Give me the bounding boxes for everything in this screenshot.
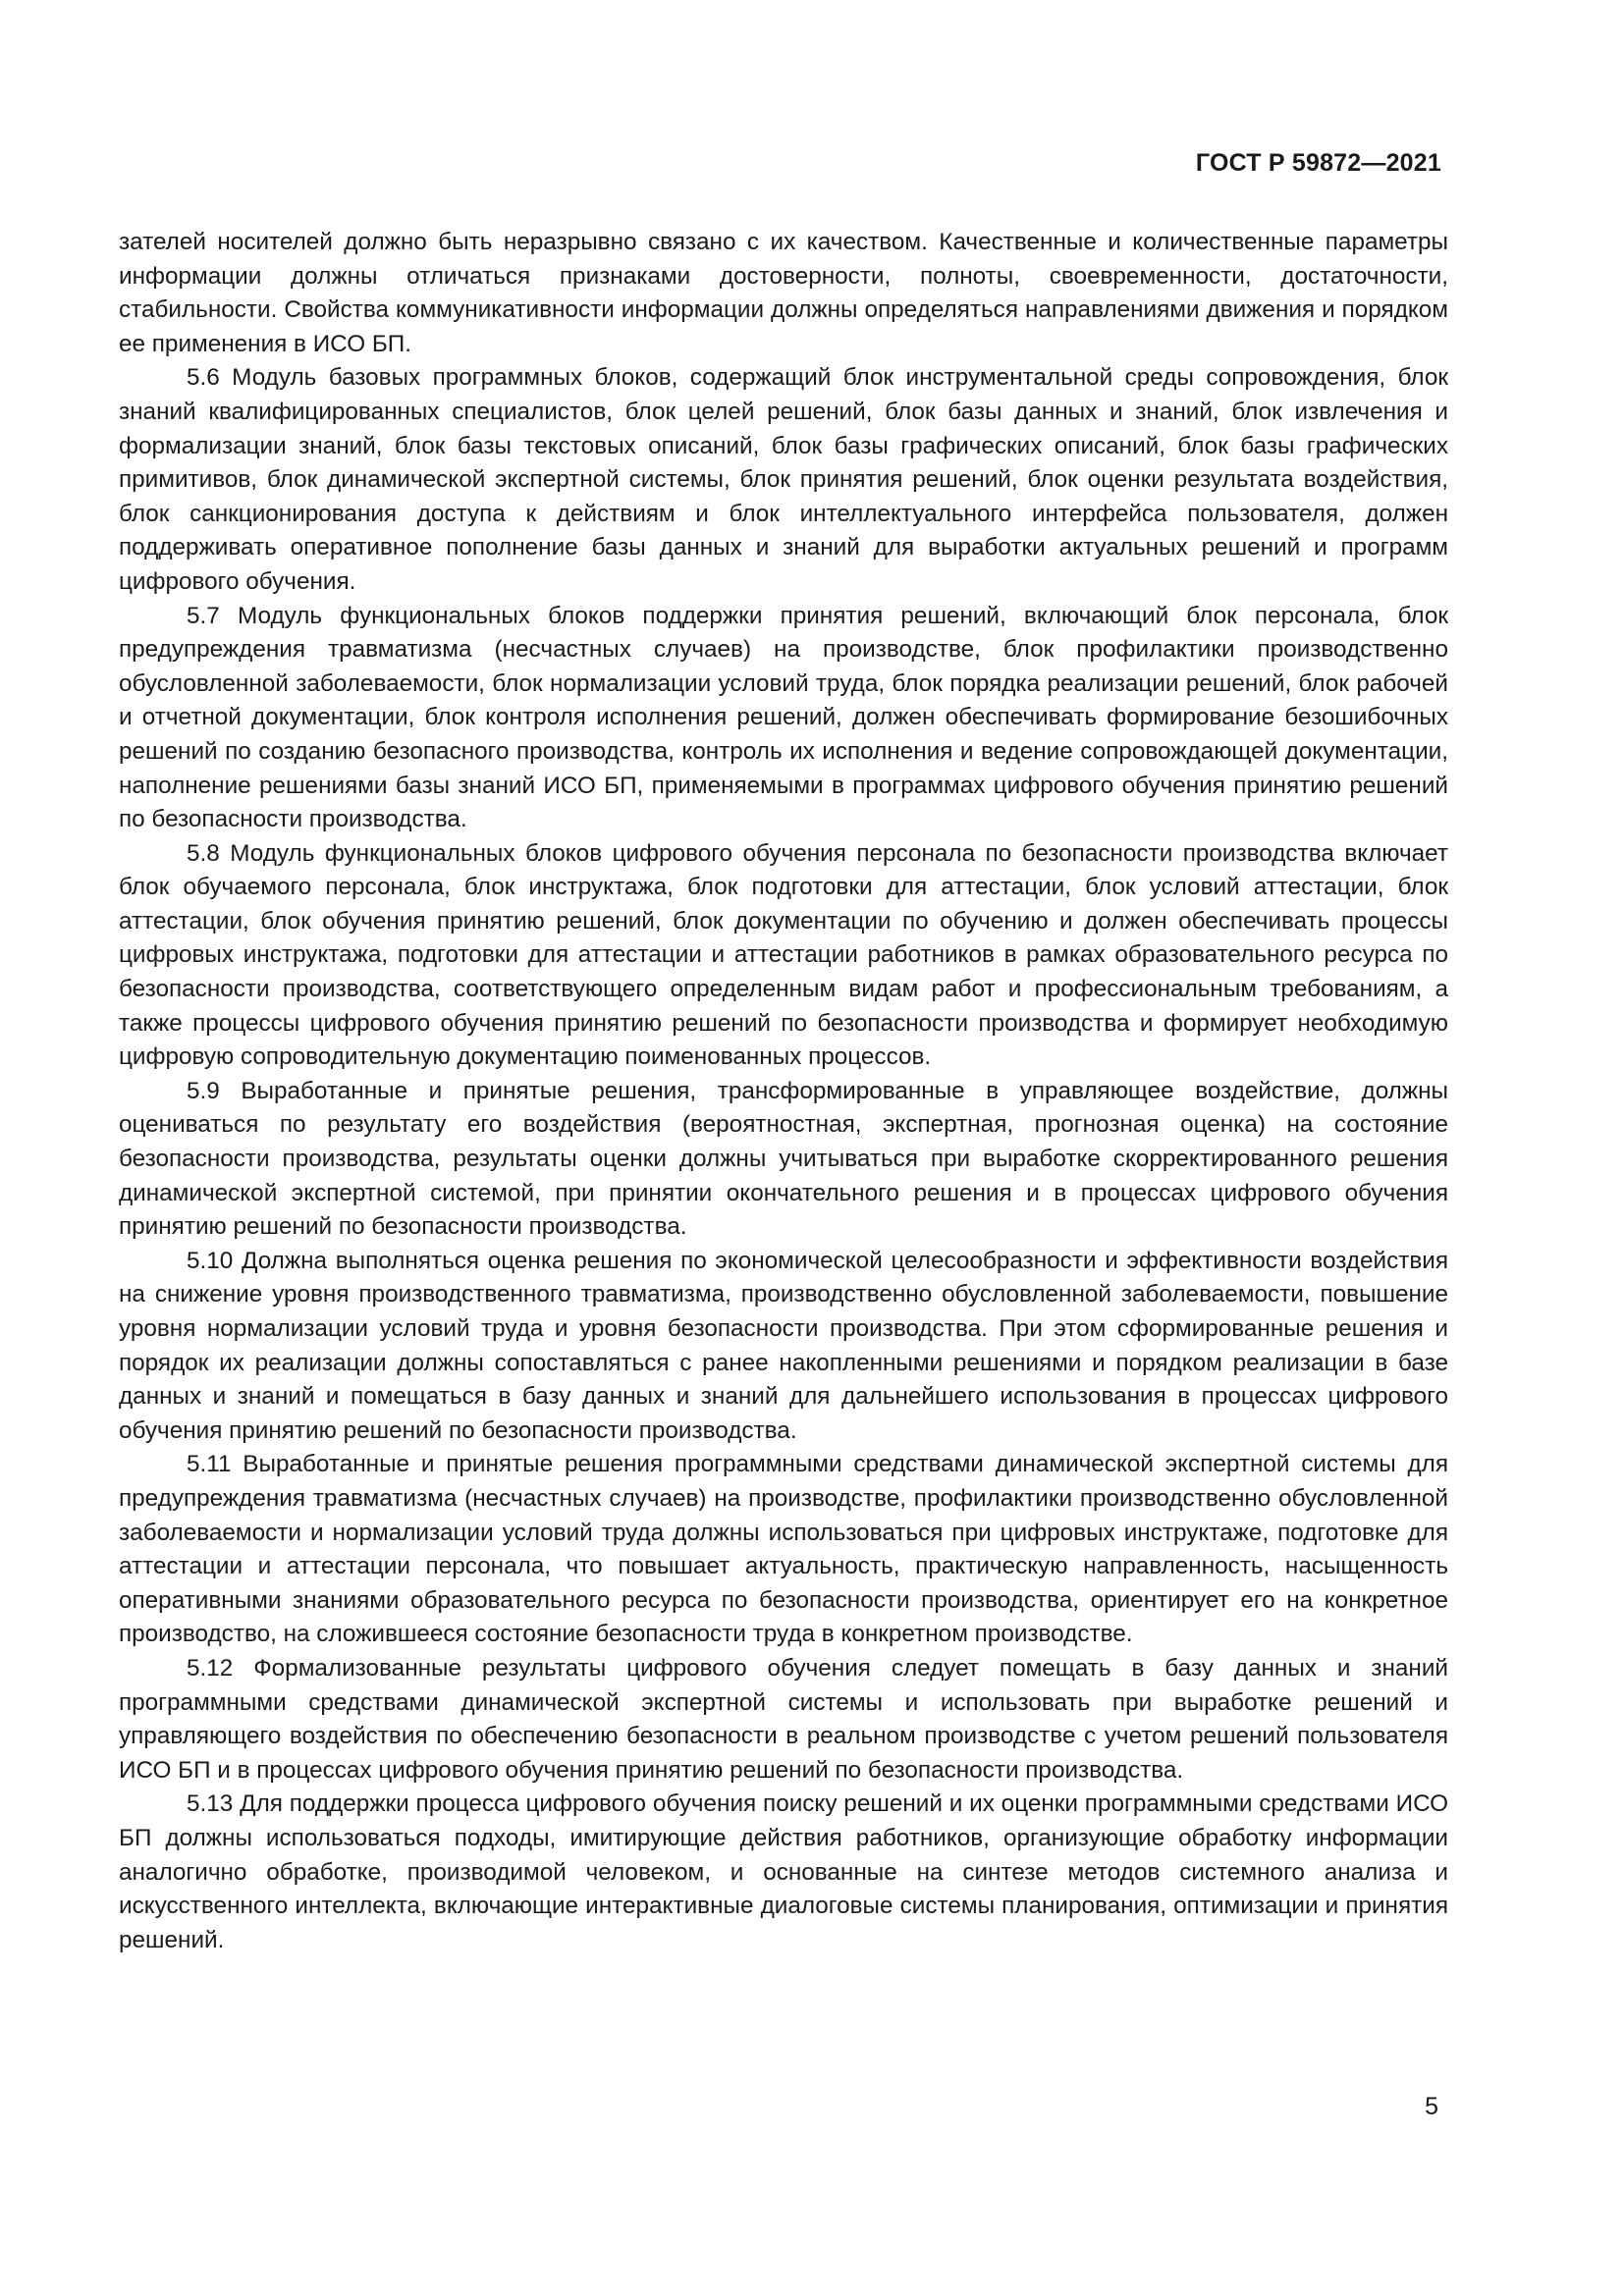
document-id-header: ГОСТ Р 59872—2021: [1195, 149, 1441, 177]
page-number: 5: [1425, 2093, 1438, 2120]
paragraph-5-8: 5.8 Модуль функциональных блоков цифрового обучения персонала по безопасности производства включает блок обучаемого персонала, блок инструктажа, блок подготовки для аттестации, блок условий аттестации, блок аттестации, блок обучения принятию решений, блок документации по обучению и должен обеспечивать процессы цифровых инструктажа, подготовки для аттестации и аттестации работников в рамках образовательного ресурса по безопасности производства, соответствующего определенным видам работ и профессиональным требованиям, а также процессы цифрового обучения принятию решений по безопасности производства и формирует необходимую цифровую сопроводительную документацию поименованных процессов.: [119, 839, 1448, 1071]
paragraph-5-6: 5.6 Модуль базовых программных блоков, содержащий блок инструментальной среды сопровождения, блок знаний квалифицированных специалистов, блок целей решений, блок базы данных и знаний, блок извлечения и формализации знаний, блок базы текстовых описаний, блок базы графических описаний, блок базы графических примитивов, блок динамической экспертной системы, блок принятия решений, блок оценки результата воздействия, блок санкционирования доступа к действиям и блок интеллектуального интерфейса пользователя, должен поддерживать оперативное пополнение базы данных и знаний для выработки актуальных решений и программ цифрового обучения.: [119, 364, 1448, 595]
paragraph-5-12: 5.12 Формализованные результаты цифрового обучения следует помещать в базу данных и знаний программными средствами динамической экспертной системы и использовать при выработке решений и управляющего воздействия по обеспечению безопасности в реальном производстве с учетом решений пользователя ИСО БП и в процессах цифрового обучения принятию решений по безопасности производства.: [119, 1654, 1448, 1784]
document-body: [119, 226, 1448, 1957]
paragraph-5-7: 5.7 Модуль функциональных блоков поддержки принятия решений, включающий блок персонала, блок предупреждения травматизма (несчастных случаев) на производстве, блок профилактики производственно обусловленной заболеваемости, блок нормализации условий труда, блок порядка реализации решений, блок рабочей и отчетной документации, блок контроля исполнения решений, должен обеспечивать формирование безошибочных решений по созданию безопасного производства, контроль их исполнения и ведение сопровождающей документации, наполнение решениями базы знаний ИСО БП, применяемыми в программах цифрового обучения принятию решений по безопасности производства.: [119, 602, 1448, 833]
paragraph-5-11: 5.11 Выработанные и принятые решения программными средствами динамической экспертной системы для предупреждения травматизма (несчастных случаев) на производстве, профилактики производственно обусловленной заболеваемости и нормализации условий труда должны использоваться при цифровых инструктаже, подготовке для аттестации и аттестации персонала, что повышает актуальность, практическую направленность, насыщенность оперативными знаниями образовательного ресурса по безопасности производства, ориентирует его на конкретное производство, на сложившееся состояние безопасности труда в конкретном производстве.: [119, 1451, 1448, 1648]
paragraph-continuation: зателей носителей должно быть неразрывно связано с их качеством. Качественные и количественные параметры информации должны отличаться признаками достоверности, полноты, своевременности, достаточности, стабильности. Свойства коммуникативности информации должны определяться направлениями движения и порядком ее применения в ИСО БП.: [119, 229, 1448, 357]
paragraph-5-13: 5.13 Для поддержки процесса цифрового обучения поиску решений и их оценки программными средствами ИСО БП должны использоваться подходы, имитирующие действия работников, организующие обработку информации аналогично обработке, производимой человеком, и основанные на синтезе методов системного анализа и искусственного интеллекта, включающие интерактивные диалоговые системы планирования, оптимизации и принятия решений.: [119, 1790, 1448, 1953]
paragraph-5-10: 5.10 Должна выполняться оценка решения по экономической целесообразности и эффективности воздействия на снижение уровня производственного травматизма, производственно обусловленной заболеваемости, повышение уровня нормализации условий труда и уровня безопасности производства. При этом сформированные решения и порядок их реализации должны сопоставляться с ранее накопленными решениями и порядком реализации в базе данных и знаний и помещаться в базу данных и знаний для дальнейшего использования в процессах цифрового обучения принятию решений по безопасности производства.: [119, 1247, 1448, 1444]
paragraph-5-9: 5.9 Выработанные и принятые решения, трансформированные в управляющее воздействие, должны оцениваться по результату его воздействия (вероятностная, экспертная, прогнозная оценка) на состояние безопасности производства, результаты оценки должны учитываться при выработке скорректированного решения динамической экспертной системой, при принятии окончательного решения и в процессах цифрового обучения принятию решений по безопасности производства.: [119, 1077, 1448, 1241]
